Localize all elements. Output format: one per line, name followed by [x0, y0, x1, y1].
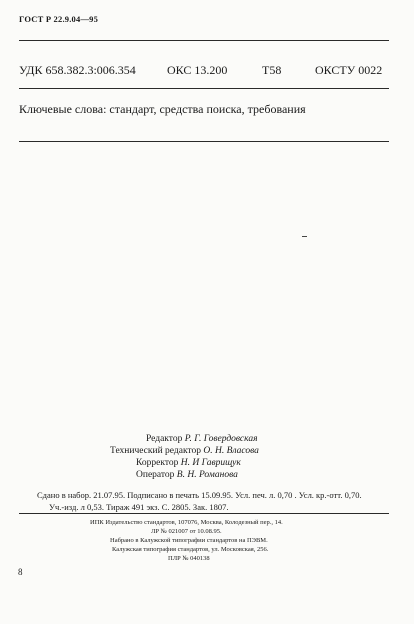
- top-rule: [19, 40, 389, 41]
- imprint-line-4: Калужская типография стандартов, ул. Московская, 256.: [112, 546, 269, 553]
- okstu-code: ОКСТУ 0022: [315, 63, 383, 77]
- udk-code: УДК 658.382.3:006.354: [19, 63, 136, 77]
- credit-tech-editor: [110, 446, 259, 456]
- stray-mark: [302, 236, 307, 237]
- oks-code: ОКС 13.200: [167, 63, 228, 77]
- credit-name: Н. И Гаврищук: [180, 458, 241, 468]
- credit-role: Корректор: [136, 458, 179, 468]
- credit-name: Р. Г. Говердовская: [184, 434, 258, 444]
- credit-role: Редактор: [146, 434, 183, 444]
- lower-rule: [19, 141, 389, 142]
- imprint-line-5: ПЛР № 040138: [168, 555, 210, 562]
- credit-name: В. Н. Романова: [176, 470, 238, 480]
- page-number: 8: [18, 567, 23, 577]
- credit-operator: [136, 470, 238, 480]
- credit-role: Технический редактор: [110, 446, 201, 456]
- imprint-rule: [19, 513, 389, 514]
- publication-line-2: Уч.-изд. л 0,53. Тираж 491 экз. С. 2805. Зак. 1807.: [49, 502, 229, 512]
- standard-header: ГОСТ Р 22.9.04—95: [19, 14, 99, 24]
- imprint-line-1: ИПК Издательство стандартов, 107076, Москва, Колодезный пер., 14.: [90, 519, 283, 526]
- keywords-line: Ключевые слова: стандарт, средства поиска, требования: [19, 102, 306, 116]
- classification-row: [19, 63, 389, 79]
- publication-line-1: Сдано в набор. 21.07.95. Подписано в печать 15.09.95. Усл. печ. л. 0,70 . Усл. кр.-отт. 0,70.: [37, 490, 362, 500]
- imprint-line-3: Набрано в Калужской типографии стандартов на ПЭВМ.: [110, 537, 268, 544]
- t-code: Т58: [262, 63, 282, 77]
- credit-role: Оператор: [136, 470, 175, 480]
- middle-rule: [19, 88, 389, 89]
- imprint-line-2: ЛР № 021007 от 10.08.95.: [151, 528, 222, 535]
- credit-corrector: [136, 458, 241, 468]
- credit-name: О. Н. Власова: [203, 446, 259, 456]
- credit-editor: [146, 434, 258, 444]
